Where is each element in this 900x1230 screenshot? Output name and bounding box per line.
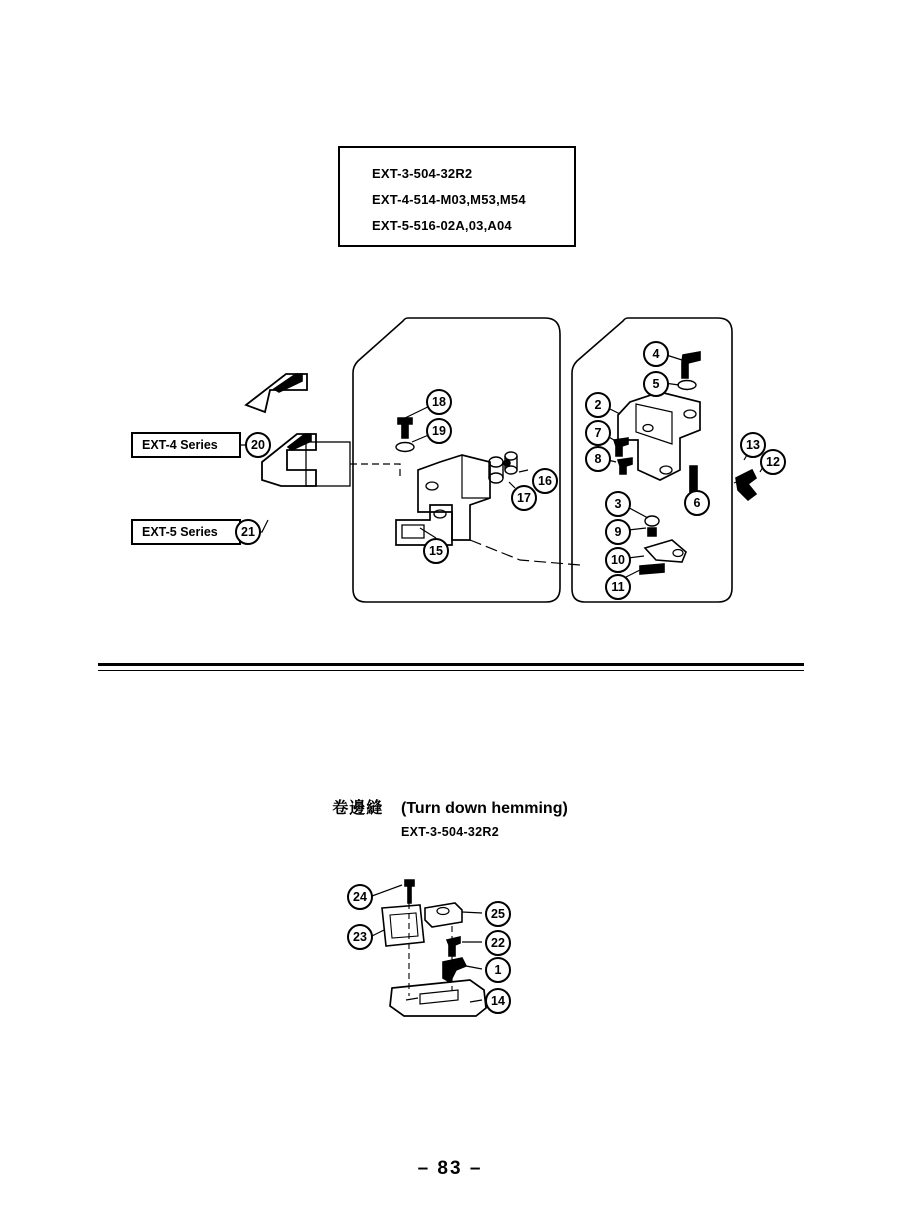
balloon-2: 2 xyxy=(585,392,611,418)
screw-24 xyxy=(405,880,414,903)
balloon-9: 9 xyxy=(605,519,631,545)
bottom-section-subtitle: EXT-3-504-32R2 xyxy=(401,825,499,839)
balloon-16: 16 xyxy=(532,468,558,494)
part-23-inner xyxy=(390,913,418,938)
balloon-23: 23 xyxy=(347,924,373,950)
bottom-section-title-en: (Turn down hemming) xyxy=(401,800,568,817)
leader-1 xyxy=(466,966,482,969)
leader-23 xyxy=(372,930,384,936)
model-code-line-1: EXT-3-504-32R2 xyxy=(372,166,473,181)
balloon-14: 14 xyxy=(485,988,511,1014)
balloon-19: 19 xyxy=(426,418,452,444)
balloon-10: 10 xyxy=(605,547,631,573)
part-1-hook xyxy=(443,958,466,982)
part-14-foot xyxy=(390,980,486,1016)
balloon-22: 22 xyxy=(485,930,511,956)
balloon-12: 12 xyxy=(760,449,786,475)
balloon-21: 21 xyxy=(235,519,261,545)
balloon-18: 18 xyxy=(426,389,452,415)
series-label-ext4-text: EXT-4 Series xyxy=(142,438,218,452)
balloon-8: 8 xyxy=(585,446,611,472)
model-code-line-2: EXT-4-514-M03,M53,M54 xyxy=(372,192,526,207)
part-23-plate xyxy=(382,905,424,946)
balloon-5: 5 xyxy=(643,371,669,397)
series-label-ext5-text: EXT-5 Series xyxy=(142,525,218,539)
part-25-hole xyxy=(437,908,449,915)
balloon-25: 25 xyxy=(485,901,511,927)
leader-14 xyxy=(470,1000,482,1002)
leader-25 xyxy=(462,912,482,913)
page-number: – 83 – xyxy=(417,1158,483,1179)
balloon-6: 6 xyxy=(684,490,710,516)
balloon-24: 24 xyxy=(347,884,373,910)
balloon-20: 20 xyxy=(245,432,271,458)
balloon-13: 13 xyxy=(740,432,766,458)
model-code-line-3: EXT-5-516-02A,03,A04 xyxy=(372,218,512,233)
balloon-1: 1 xyxy=(485,957,511,983)
bottom-section-title-cjk: 卷邊縫 xyxy=(332,798,384,817)
part-14-slot xyxy=(420,990,458,1004)
balloon-15: 15 xyxy=(423,538,449,564)
part-14-detail xyxy=(406,998,418,1000)
balloon-11: 11 xyxy=(605,574,631,600)
balloon-4: 4 xyxy=(643,341,669,367)
screw-22 xyxy=(447,937,460,956)
balloon-17: 17 xyxy=(511,485,537,511)
leader-24 xyxy=(372,885,402,896)
balloon-7: 7 xyxy=(585,420,611,446)
balloon-3: 3 xyxy=(605,491,631,517)
